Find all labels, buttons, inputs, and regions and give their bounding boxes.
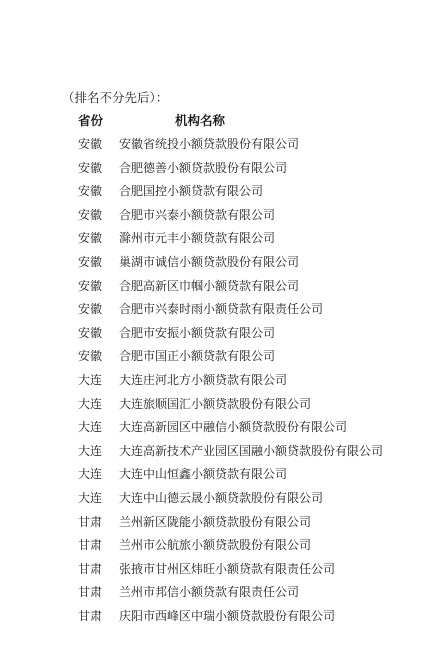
province-cell: 安徽 (78, 278, 103, 293)
table-row (0, 183, 437, 207)
institution-name-cell: 滁州市元丰小额贷款有限公司 (119, 231, 276, 246)
institution-name-cell: 大连旅顺国汇小额贷款股份有限公司 (119, 396, 312, 411)
table-row (0, 160, 437, 184)
institution-name-cell: 庆阳市西峰区中瑞小额贷款股份有限公司 (119, 608, 336, 623)
institution-name-cell: 大连中山恒鑫小额贷款有限公司 (119, 467, 288, 482)
institution-name-cell: 合肥高新区巾帼小额贷款有限公司 (119, 278, 300, 293)
table-row (0, 325, 437, 349)
institution-name-cell: 合肥市国正小额贷款有限公司 (119, 349, 276, 364)
province-cell: 安徽 (78, 184, 103, 199)
table-row (0, 443, 437, 467)
province-cell: 安徽 (78, 231, 103, 246)
province-cell: 甘肃 (78, 538, 103, 553)
province-cell: 安徽 (78, 302, 103, 317)
header-institution-name: 机构名称 (175, 113, 226, 128)
province-cell: 大连 (78, 467, 103, 482)
institution-name-cell: 合肥市安振小额贷款有限公司 (119, 325, 276, 340)
institution-name-cell: 合肥市兴泰小额贷款有限公司 (119, 207, 276, 222)
province-cell: 安徽 (78, 349, 103, 364)
institution-name-cell: 大连庄河北方小额贷款有限公司 (119, 372, 288, 387)
ranking-note: （排名不分先后）： (62, 90, 169, 105)
header-province: 省份 (78, 113, 104, 128)
province-cell: 甘肃 (78, 608, 103, 623)
institution-name-cell: 兰州市邦信小额贷款有限责任公司 (119, 585, 300, 600)
table-row (0, 396, 437, 420)
province-cell: 安徽 (78, 137, 103, 151)
province-cell: 安徽 (78, 160, 103, 175)
institution-name-cell: 合肥德善小额贷款股份有限公司 (119, 160, 288, 175)
table-row (0, 537, 437, 561)
table-row (0, 301, 437, 325)
province-cell: 安徽 (78, 254, 103, 269)
province-cell: 大连 (78, 443, 103, 458)
institution-name-cell: 张掖市甘州区炜旺小额贷款有限责任公司 (119, 561, 336, 576)
table-row (0, 419, 437, 443)
institution-name-cell: 大连高新园区中融信小额贷款股份有限公司 (119, 420, 348, 435)
institution-name-cell: 兰州市公航旅小额贷款股份有限公司 (119, 538, 312, 553)
table-row (0, 207, 437, 231)
institution-name-cell: 合肥国控小额贷款有限公司 (119, 184, 264, 199)
institution-name-cell: 合肥市兴泰时雨小额贷款有限责任公司 (119, 302, 324, 317)
table-row (0, 372, 437, 396)
institution-list (0, 136, 437, 631)
table-row (0, 348, 437, 372)
province-cell: 安徽 (78, 325, 103, 340)
table-row (0, 230, 437, 254)
institution-name-cell: 兰州新区陇能小额贷款股份有限公司 (119, 514, 312, 529)
province-cell: 甘肃 (78, 585, 103, 600)
table-row (0, 254, 437, 278)
province-cell: 甘肃 (78, 561, 103, 576)
table-row (0, 278, 437, 302)
province-cell: 安徽 (78, 207, 103, 222)
table-row (0, 136, 437, 160)
table-row (0, 466, 437, 490)
province-cell: 甘肃 (78, 514, 103, 529)
province-cell: 大连 (78, 490, 103, 505)
institution-name-cell: 巢湖市诚信小额贷款股份有限公司 (119, 254, 300, 269)
province-cell: 大连 (78, 372, 103, 387)
province-cell: 大连 (78, 396, 103, 411)
institution-name-cell: 大连高新技术产业园区国融小额贷款股份有限公司 (119, 443, 384, 458)
institution-name-cell: 大连中山德云晟小额贷款股份有限公司 (119, 490, 324, 505)
table-row (0, 514, 437, 538)
table-row (0, 608, 437, 632)
institution-name-cell: 安徽省统投小额贷款股份有限公司 (119, 137, 300, 151)
table-row (0, 584, 437, 608)
table-header (0, 113, 437, 129)
table-row (0, 490, 437, 514)
table-row (0, 561, 437, 585)
province-cell: 大连 (78, 420, 103, 435)
